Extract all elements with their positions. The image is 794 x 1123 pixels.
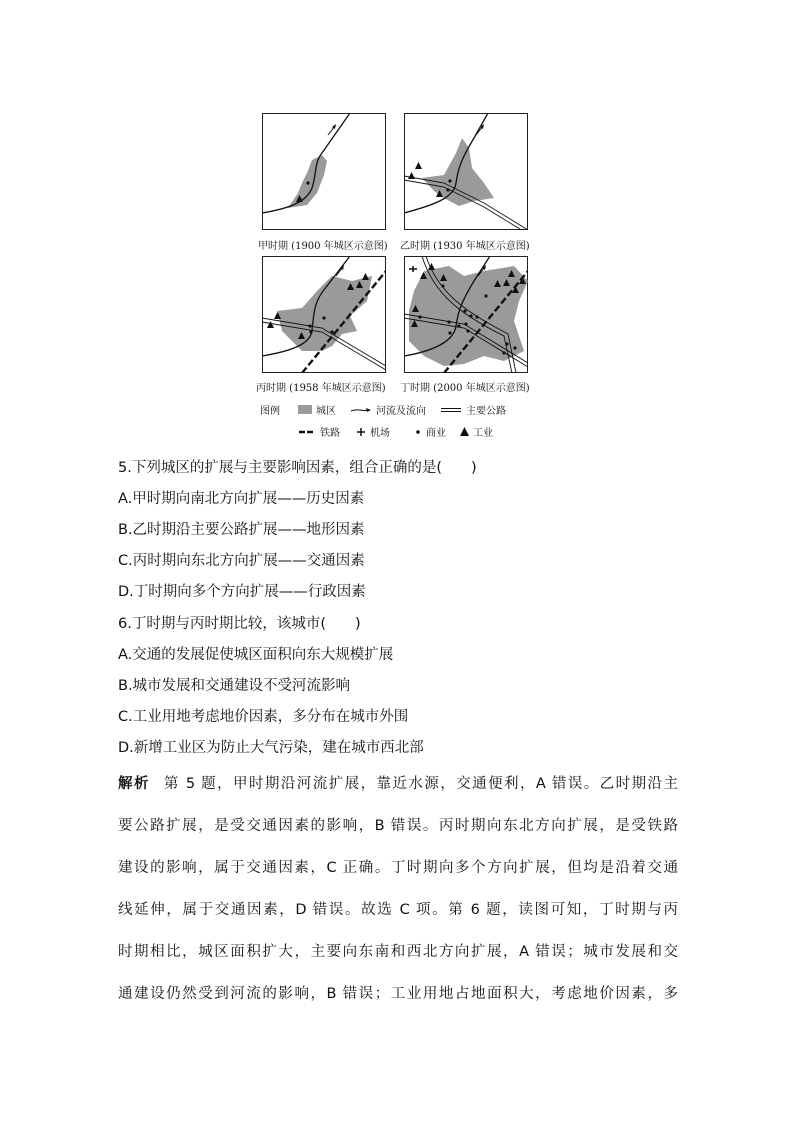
legend-river: 河流及流向: [350, 402, 426, 417]
commerce-icon: [306, 181, 309, 184]
road-icon: [440, 406, 462, 414]
question-5-option-c: C.丙时期向东北方向扩展——交通因素: [118, 553, 365, 569]
question-6-option-a: A.交通的发展促使城区面积向东大规模扩展: [118, 647, 394, 663]
analysis-line: 通建设仍然受到河流的影响，B 错误；工业用地占地面积大，考虑地价因素，多: [118, 986, 678, 1002]
analysis-line: 线延伸，属于交通因素，D 错误。故选 C 项。第 6 题，读图可知，丁时期与丙: [118, 902, 678, 918]
question-5-option-a: A.甲时期向南北方向扩展——历史因素: [118, 491, 365, 507]
industry-icon: [460, 427, 469, 436]
analysis: [118, 763, 678, 1015]
legend-industry: 工业: [460, 424, 493, 439]
analysis-line: 要公路扩展，是受交通因素的影响，B 错误。丙时期向东北方向扩展，是受铁路: [118, 818, 678, 834]
question-6-option-d: D.新增工业区为防止大气污染，建在城市西北部: [118, 740, 424, 756]
caption-bing: 丙时期 (1958 年城区示意图): [256, 383, 386, 394]
legend-road: 主要公路: [440, 402, 506, 417]
legend-railway: 铁路: [298, 424, 340, 439]
commerce-icon: [448, 179, 451, 182]
analysis-line: 建设的影响，属于交通因素，C 正确。丁时期向多个方向扩展，但均是沿着交通: [118, 860, 678, 876]
analysis-line: 解析 第 5 题，甲时期沿河流扩展，靠近水源，交通便利，A 错误。乙时期沿主: [118, 776, 678, 792]
map-bing-1958: [262, 256, 386, 373]
urban-swatch-icon: [298, 405, 312, 414]
map-yi-1930: [404, 113, 528, 230]
legend-airport: 机场: [356, 424, 390, 439]
railway-icon: [298, 428, 316, 436]
question-5-option-d: D.丁时期向多个方向扩展——行政因素: [118, 584, 366, 600]
legend-urban: 城区: [298, 402, 336, 417]
map-ding-2000: [404, 256, 528, 373]
caption-ding: 丁时期 (2000 年城区示意图): [400, 383, 530, 394]
commerce-icon: [446, 188, 449, 191]
question-6-option-b: B.城市发展和交通建设不受河流影响: [118, 678, 351, 694]
analysis-line: 时期相比，城区面积扩大，主要向东南和西北方向扩展，A 错误；城市发展和交: [118, 944, 678, 960]
map-jia-1900: [262, 113, 386, 230]
caption-jia: 甲时期 (1900 年城区示意图): [258, 241, 388, 252]
airport-icon: [356, 427, 366, 437]
commerce-icon: [414, 428, 422, 436]
legend-commerce: 商业: [414, 424, 446, 439]
question-6-stem: 6.丁时期与丙时期比较，该城市( ): [118, 616, 361, 632]
river-arrow-icon: [350, 406, 372, 414]
legend-title: 图例: [260, 406, 280, 417]
question-6-option-c: C.工业用地考虑地价因素，多分布在城市外围: [118, 709, 409, 725]
question-5-stem: 5.下列城区的扩展与主要影响因素，组合正确的是( ): [118, 460, 477, 476]
caption-yi: 乙时期 (1930 年城区示意图): [400, 241, 530, 252]
question-5-option-b: B.乙时期沿主要公路扩展——地形因素: [118, 522, 365, 538]
analysis-label: 解析: [118, 776, 150, 792]
